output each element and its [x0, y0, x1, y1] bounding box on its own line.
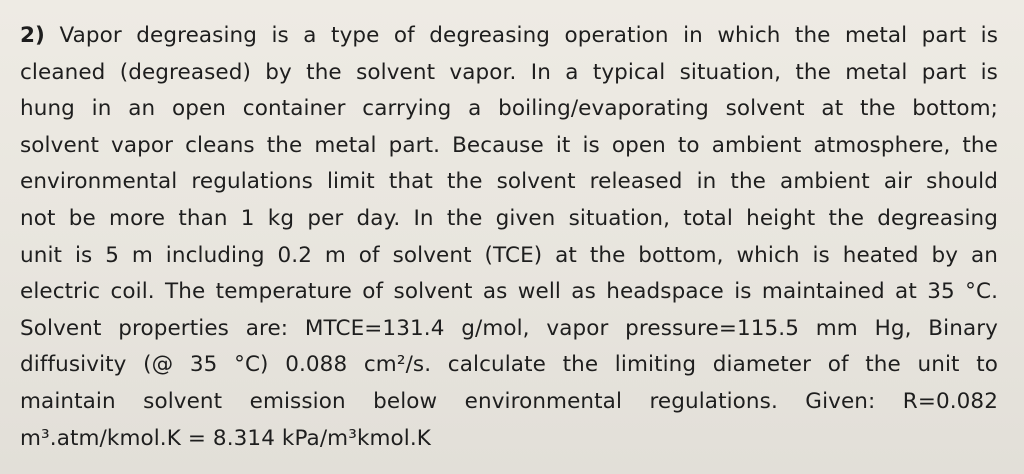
problem-line-11: maintain solvent emission below environmental regulations. Given: R=0.082: [20, 388, 998, 414]
problem-line-5: environmental regulations limit that the solvent released in the ambient air should: [20, 169, 998, 195]
problem-line-4: solvent vapor cleans the metal part. Because it is open to ambient atmosphere, the: [20, 132, 998, 158]
problem-line-8: electric coil. The temperature of solvent as well as headspace is maintained at 35 °C.: [20, 279, 998, 305]
problem-line-6: not be more than 1 kg per day. In the given situation, total height the degreasing: [20, 205, 998, 231]
problem-line-9: Solvent properties are: MTCE=131.4 g/mol, vapor pressure=115.5 mm Hg, Binary: [20, 315, 998, 341]
problem-line-1: [20, 18, 998, 55]
problem-line-10: diffusivity (@ 35 °C) 0.088 cm²/s. calculate the limiting diameter of the unit to: [20, 352, 998, 378]
problem-line-3: hung in an open container carrying a boiling/evaporating solvent at the bottom;: [20, 96, 998, 122]
problem-line-7: unit is 5 m including 0.2 m of solvent (TCE) at the bottom, which is heated by an: [20, 242, 998, 268]
problem-number: 2): [20, 23, 45, 48]
problem-line-2: cleaned (degreased) by the solvent vapor. In a typical situation, the metal part is: [20, 59, 998, 85]
problem-line-text: Vapor degreasing is a type of degreasing operation in which the metal part is: [59, 23, 998, 48]
problem-line-12: m³.atm/kmol.K = 8.314 kPa/m³kmol.K: [20, 425, 431, 451]
